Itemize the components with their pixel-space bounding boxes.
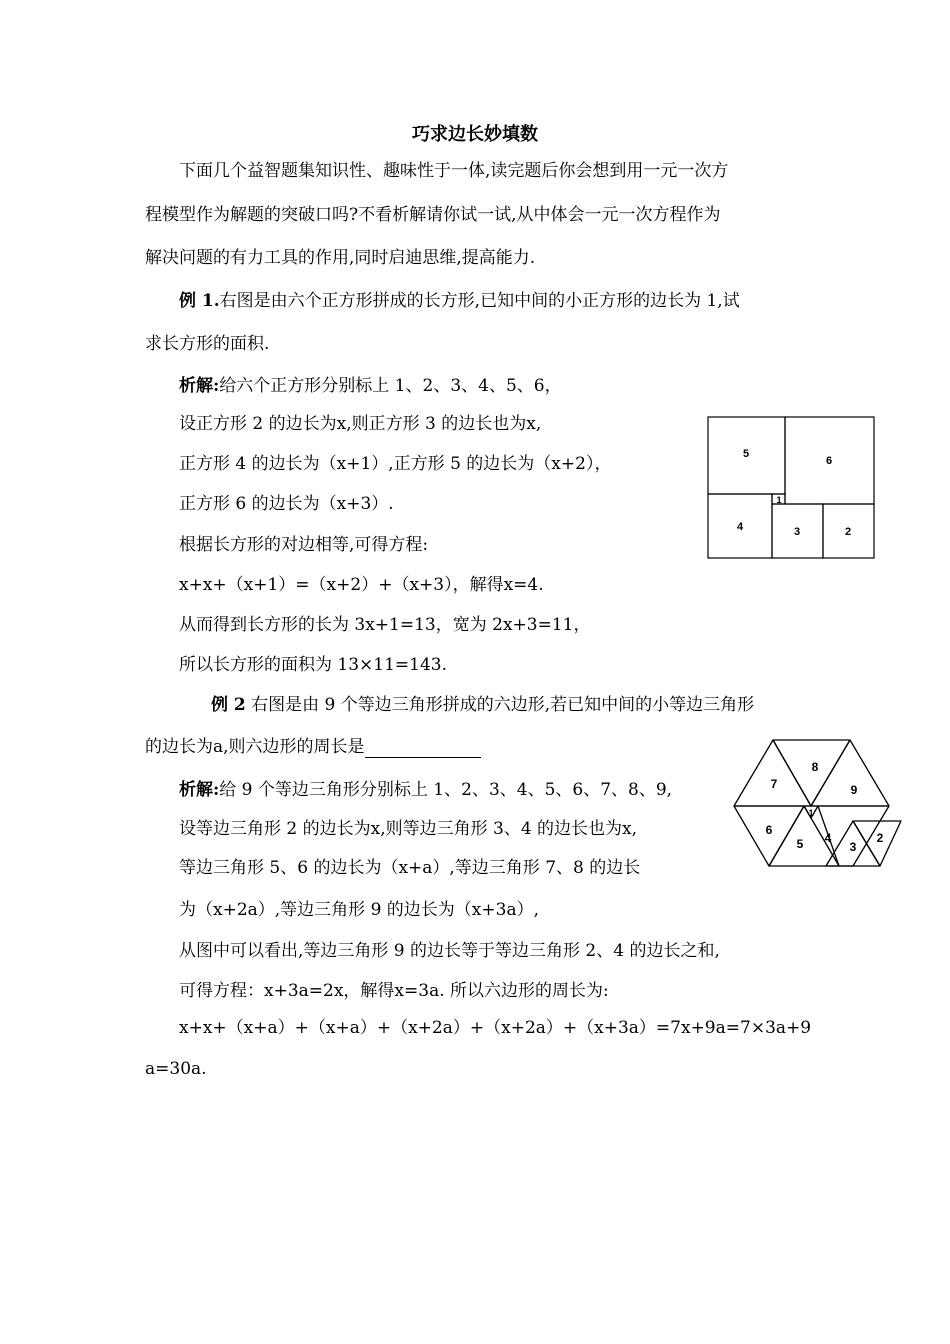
example1-analysis-line-6: x+x+（x+1）=（x+2）+（x+3），解得x=4. [179, 575, 544, 595]
example1-label: 例 1. [179, 291, 220, 311]
triangle-2-label: 2 [876, 831, 884, 845]
example2-analysis-line-4: 为（x+2a）,等边三角形 9 的边长为（x+3a）, [179, 900, 539, 920]
square-2-label: 2 [844, 526, 852, 538]
example1-analysis-line-3: 正方形 4 的边长为（x+1）,正方形 5 的边长为（x+2）， [179, 454, 612, 474]
example2-analysis-line-6: 可得方程：x+3a=2x，解得x=3a. 所以六边形的周长为: [179, 981, 609, 1001]
example1-analysis-line-2: 设正方形 2 的边长为x,则正方形 3 的边长也为x, [179, 414, 542, 434]
triangle-1-label: 1 [808, 808, 814, 818]
example1-analysis-line-5: 根据长方形的对边相等,可得方程: [179, 535, 429, 555]
example1-analysis-line-4: 正方形 6 的边长为（x+3）. [179, 494, 394, 514]
square-4-label: 4 [736, 521, 744, 533]
triangle-8-label: 8 [811, 760, 819, 774]
square-3-label: 3 [793, 526, 801, 538]
answer-blank [365, 739, 481, 758]
triangle-7 [734, 740, 811, 806]
example1-analysis-line-8: 所以长方形的面积为 13×11=143. [179, 655, 448, 675]
intro-line-3: 解决问题的有力工具的作用,同时启迪思维,提高能力. [145, 248, 536, 268]
example1-analysis-text-1: 给六个正方形分别标上 1、2、3、4、5、6， [219, 376, 562, 396]
example2-line-2 [145, 736, 481, 758]
rectangle-squares-figure [700, 410, 890, 570]
example1-line-1 [179, 290, 740, 312]
page-title: 巧求边长妙填数 [412, 124, 538, 145]
intro-line-2: 程模型作为解题的突破口吗?不看析解请你试一试,从中体会一元一次方程作为 [145, 205, 721, 225]
example2-text-1: 右图是由 9 个等边三角形拼成的六边形,若已知中间的小等边三角形 [245, 695, 755, 715]
example2-label: 例 2 [211, 695, 246, 715]
example2-analysis-line-2: 设等边三角形 2 的边长为x,则等边三角形 3、4 的边长也为x, [179, 819, 638, 839]
example1-text-1: 右图是由六个正方形拼成的长方形,已知中间的小正方形的边长为 1,试 [219, 291, 740, 311]
example1-analysis-label: 析解: [179, 376, 220, 396]
triangle-6-label: 6 [765, 823, 773, 837]
example2-analysis-label: 析解: [179, 780, 220, 800]
hexagon-triangles-figure [725, 730, 910, 875]
example1-analysis-line-1 [179, 375, 562, 397]
square-5-label: 5 [742, 448, 750, 460]
example2-analysis-line-7: x+x+（x+a）+（x+a）+（x+2a）+（x+2a）+（x+3a）=7x+9a=7×3a+9 [179, 1018, 812, 1038]
example2-analysis-text-1: 给 9 个等边三角形分别标上 1、2、3、4、5、6、7、8、9, [219, 780, 673, 800]
example2-text-2: 的边长为a,则六边形的周长是 [145, 737, 365, 757]
example2-analysis-line-8: a=30a. [145, 1059, 207, 1079]
intro-line-1: 下面几个益智题集知识性、趣味性于一体,读完题后你会想到用一元一次方 [179, 161, 729, 181]
triangle-3-label: 3 [849, 840, 857, 854]
example2-analysis-line-5: 从图中可以看出,等边三角形 9 的边长等于等边三角形 2、4 的边长之和, [179, 941, 720, 961]
triangle-5-label: 5 [796, 837, 804, 851]
triangle-7-label: 7 [770, 777, 778, 791]
example2-analysis-line-3: 等边三角形 5、6 的边长为（x+a）,等边三角形 7、8 的边长 [179, 858, 641, 878]
triangle-9-label: 9 [850, 783, 858, 797]
example1-line-2: 求长方形的面积. [145, 334, 270, 354]
square-1-label: 1 [776, 495, 782, 505]
example2-analysis-line-1 [179, 779, 672, 801]
example1-analysis-line-7: 从而得到长方形的长为 3x+1=13，宽为 2x+3=11， [179, 615, 591, 635]
example2-line-1 [211, 694, 754, 716]
triangle-4-label: 4 [824, 831, 832, 845]
square-6-label: 6 [825, 455, 833, 467]
